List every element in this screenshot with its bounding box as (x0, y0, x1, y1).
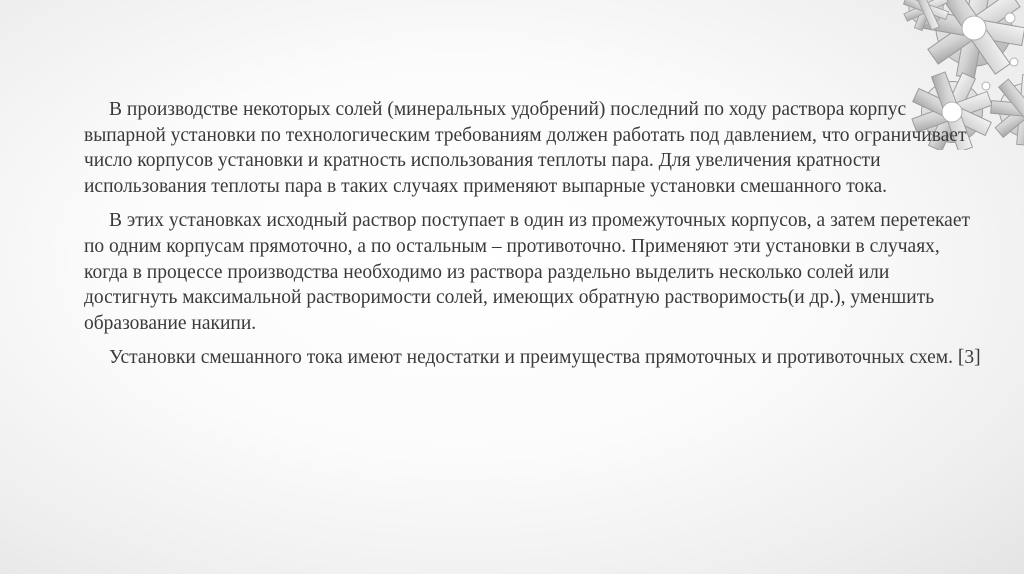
paragraph-2: В этих установках исходный раствор поступает в один из промежуточных корпусов, а затем перетекает по одним корпусам прямоточно, а по остальным – противоточно. Применяют эти установки в случаях, когда в процессе производства необходимо из раствора раздельно выделить несколько солей или достигнуть максимальной растворимости солей, имеющих обратную растворимость(и др.), уменшить образование накипи. (84, 210, 971, 334)
slide-body-text (84, 97, 984, 380)
paragraph-1: В производстве некоторых солей (минеральных удобрений) последний по ходу раствора корпус выпарной установки по технологическим требованиям должен работать под давлением, что ограничивает число корпусов установки и кратность использования теплоты пара. Для увеличения кратности использования теплоты пара в таких случаях применяют выпарные установки смешанного тока. (84, 99, 967, 197)
paragraph-3: Установки смешанного тока имеют недостатки и преимущества прямоточных и противоточных схем. [3] (109, 347, 981, 369)
